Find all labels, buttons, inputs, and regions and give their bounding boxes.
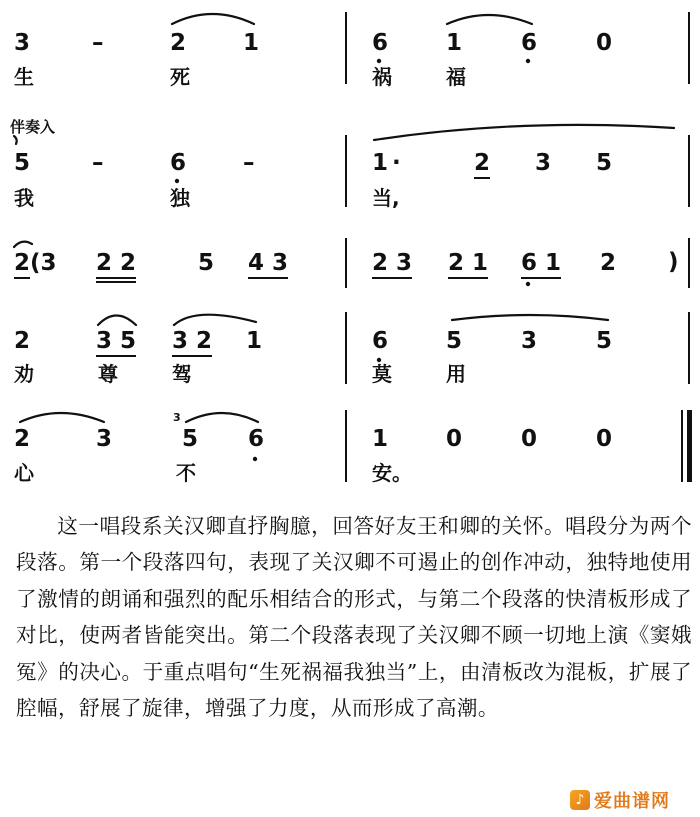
note: 3 [96, 426, 113, 452]
lyric: 当, [372, 186, 400, 210]
low-octave-dot [175, 179, 179, 183]
note: 2 [14, 426, 31, 452]
note: 3 [172, 328, 189, 354]
note: 1 [446, 30, 463, 56]
note: 1 [545, 250, 562, 276]
lyric: 不 [176, 461, 196, 485]
dash: – [92, 150, 104, 176]
note: 5 [182, 426, 199, 452]
slur [14, 242, 32, 247]
lyric: 生 [14, 65, 34, 89]
note: 3 [272, 250, 289, 276]
low-octave-dot [253, 457, 257, 461]
lyric: 我 [14, 186, 34, 210]
note: 0 [596, 30, 613, 56]
low-octave-dot [526, 282, 530, 286]
note: 1 [472, 250, 489, 276]
lyric: 祸 [372, 65, 392, 89]
note: 5 [198, 250, 215, 276]
watermark-text: 爱曲谱网 [594, 791, 670, 812]
note: 3 [521, 328, 538, 354]
accent-tick [14, 136, 17, 144]
note: 5 [14, 150, 31, 176]
watermark-logo [570, 788, 670, 812]
lyric: 劝 [14, 362, 34, 386]
slur [174, 315, 256, 325]
grace-note: 3 [173, 411, 181, 424]
lyric: 心 [14, 461, 34, 485]
note: 0 [521, 426, 538, 452]
dot: · [392, 150, 401, 176]
lyric: 安。 [372, 461, 412, 485]
commentary-paragraph: 这一唱段系关汉卿直抒胸臆，回答好友王和卿的关怀。唱段分为两个段落。第一个段落四句，表现了关汉卿不可遏止的创作冲动，独特地使用了激情的朗诵和强烈的配乐相结合的形式，与第二个段落的快清板形成了对比，使两者皆能突出。第二个段落表现了关汉卿不顾一切地上演《窦娥冤》的决心。于重点唱句“生死祸福我独当”上，由清板改为混板，扩展了腔幅，舒展了旋律，增强了力度，从而形成了高潮。 [16, 514, 692, 721]
low-octave-dot [377, 358, 381, 362]
note: 2 [96, 250, 113, 276]
note: 2 [196, 328, 213, 354]
lyric: 驾 [172, 362, 192, 386]
note: 2 [600, 250, 617, 276]
note: 1 [246, 328, 263, 354]
note: 6 [248, 426, 265, 452]
note: 2 [170, 30, 187, 56]
note: (3 [30, 250, 57, 276]
note: 1 [372, 150, 389, 176]
note: 6 [521, 30, 538, 56]
lyric: 独 [170, 186, 190, 210]
lyric: 莫 [372, 362, 392, 386]
note: 2 [372, 250, 389, 276]
note: 1 [372, 426, 389, 452]
slur [20, 413, 104, 422]
long-slur [452, 315, 608, 320]
note: 1 [243, 30, 260, 56]
lyric: 尊 [98, 362, 118, 386]
note: 6 [372, 328, 389, 354]
long-slur [374, 125, 674, 140]
lyric: 福 [446, 65, 466, 89]
lyric: 用 [446, 362, 466, 386]
note: 3 [396, 250, 413, 276]
dash: – [92, 30, 104, 56]
slur [186, 413, 258, 422]
slur [98, 316, 136, 326]
low-octave-dot [526, 59, 530, 63]
low-octave-dot [377, 59, 381, 63]
note: 5 [120, 328, 137, 354]
note: 5 [596, 328, 613, 354]
lyric: 死 [170, 65, 190, 89]
dash: – [243, 150, 255, 176]
note: 2 [14, 328, 31, 354]
note: 5 [446, 328, 463, 354]
note: 3 [535, 150, 552, 176]
slur [447, 15, 532, 24]
note: 4 [248, 250, 265, 276]
note: 6 [521, 250, 538, 276]
note: 2 [448, 250, 465, 276]
note: 2 [14, 250, 31, 276]
note: 0 [596, 426, 613, 452]
note: 3 [96, 328, 113, 354]
note: 0 [446, 426, 463, 452]
note: 6 [372, 30, 389, 56]
closing-parenthesis: ) [668, 249, 679, 275]
accompaniment-marker: 伴奏入 [10, 118, 56, 136]
note: 3 [14, 30, 31, 56]
note: 2 [474, 150, 491, 176]
note: 2 [120, 250, 137, 276]
slur [172, 14, 254, 24]
music-note-icon: ♪ [570, 790, 590, 810]
note: 6 [170, 150, 187, 176]
note: 5 [596, 150, 613, 176]
